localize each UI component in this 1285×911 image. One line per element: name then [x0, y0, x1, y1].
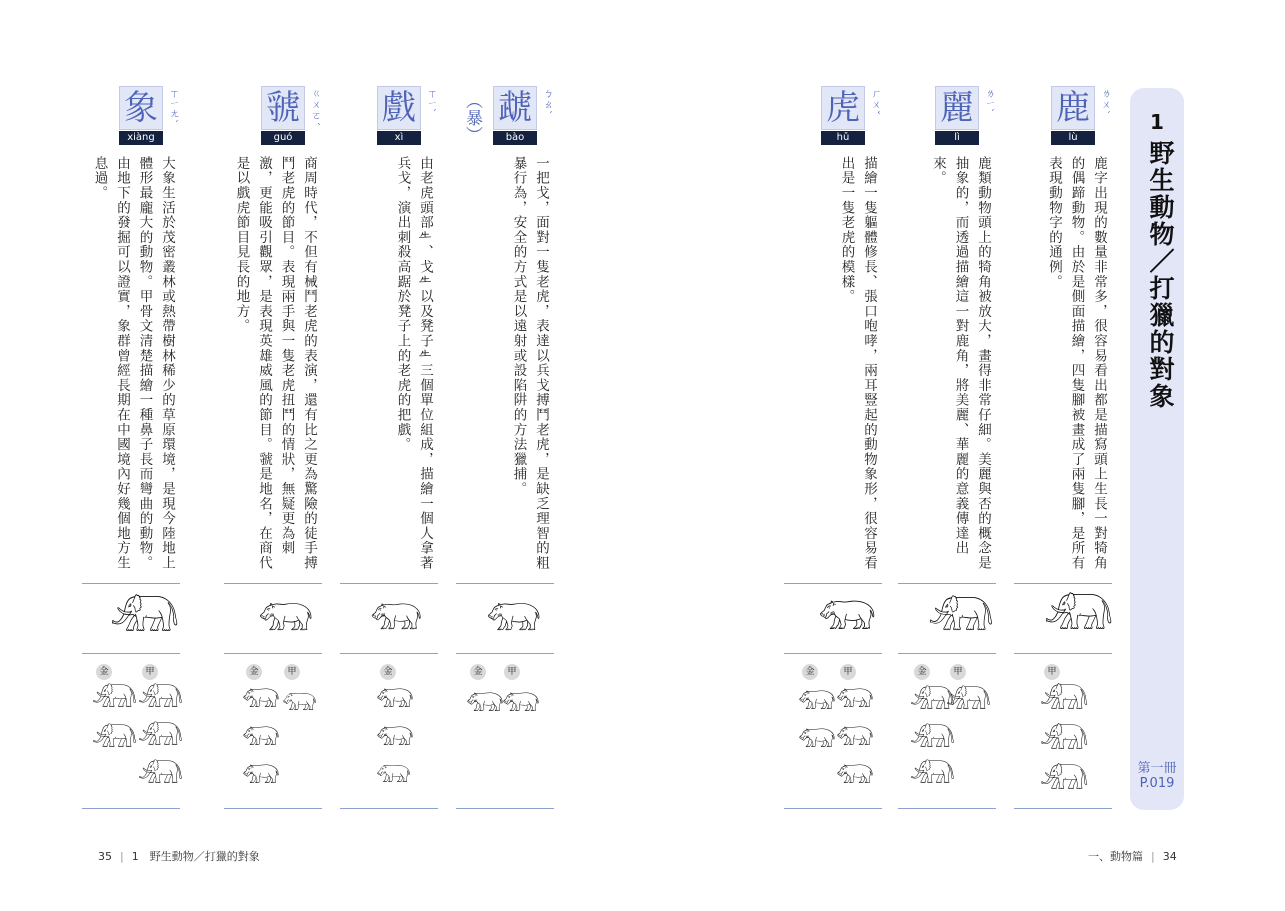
bronze-glyph: 𓃰 — [92, 724, 137, 754]
oracle-glyph-tiger: 𓃯 — [818, 593, 877, 639]
divider — [340, 583, 438, 584]
pinyin: xiàng — [119, 131, 163, 145]
zhuyin: ㄒㄧˋ — [425, 88, 436, 114]
divider — [340, 808, 438, 809]
oracle-glyph: 𓃰 — [946, 686, 991, 716]
head-character: 鹿 — [1051, 86, 1095, 130]
divider — [898, 583, 996, 584]
bronze-glyph: 𓃯 — [376, 684, 414, 714]
chapter-sidebar — [1130, 88, 1184, 810]
entry-text: 鹿類動物頭上的犄角被放大，畫得非常仔細。美麗與否的概念是抽象的，而透過描繪這一對鹿角，將美麗、華麗的意義傳達出來。 — [930, 156, 991, 571]
divider — [784, 653, 882, 654]
oracle-glyph: 𓃯 — [502, 688, 540, 718]
pinyin: bào — [493, 131, 537, 145]
head-character: 象 — [119, 86, 163, 130]
bronze-glyph: 𓃯 — [376, 722, 414, 752]
bronze-glyph: 𓃯 — [376, 760, 411, 788]
oracle-glyph: 𓃰 — [138, 760, 183, 790]
divider — [82, 653, 180, 654]
pinyin: lì — [935, 131, 979, 145]
badge-oracle: 甲 — [1044, 664, 1060, 680]
footer-left — [98, 848, 260, 864]
divider — [224, 808, 322, 809]
divider — [784, 808, 882, 809]
page-number-right: 34 — [1162, 850, 1177, 863]
bronze-glyph: 𓃯 — [242, 684, 280, 714]
entry-text: 描繪一隻軀體修長、張口咆哮，兩耳豎起的動物象形，很容易看出是一隻老虎的模樣。 — [838, 156, 877, 571]
badge-bronze: 金 — [96, 664, 112, 680]
volume-reference — [1130, 761, 1184, 791]
divider — [1014, 583, 1112, 584]
entry-bao — [456, 86, 554, 816]
pinyin: guó — [261, 131, 305, 145]
pinyin: lù — [1051, 131, 1095, 145]
running-title-left: 1 野生動物／打獵的對象 — [131, 850, 260, 863]
chapter-title: 野生動物／打獵的對象 — [1146, 140, 1175, 410]
divider — [456, 583, 554, 584]
badge-bronze: 金 — [914, 664, 930, 680]
bronze-glyph: 𓃰 — [910, 686, 955, 716]
divider — [1014, 808, 1112, 809]
bronze-glyph: 𓃯 — [798, 686, 836, 716]
entry-guo — [224, 86, 322, 816]
head-character: 麗 — [935, 86, 979, 130]
chapter-number: 1 — [1150, 110, 1164, 134]
head-character: 虣 — [493, 86, 537, 130]
badge-oracle: 甲 — [840, 664, 856, 680]
entry-text: 鹿字出現的數量非常多，很容易看出都是描寫頭上生長一對犄角的偶蹄動物。由於是側面描繪，四隻腳被畫成了兩隻腳，是所有表現動物字的通例。 — [1046, 156, 1107, 571]
oracle-glyph-li: 𓃰 — [928, 595, 994, 639]
bronze-glyph: 𓃯 — [242, 760, 280, 790]
variant-character: （暴） — [462, 92, 482, 143]
badge-oracle: 甲 — [504, 664, 520, 680]
bronze-glyph: 𓃯 — [466, 688, 504, 718]
divider — [224, 583, 322, 584]
bronze-glyph: 𓃰 — [910, 760, 955, 790]
entry-xiang — [82, 86, 183, 816]
divider — [340, 653, 438, 654]
divider — [224, 653, 322, 654]
entry-text: 商周時代，不但有械鬥老虎的表演，還有比之更為驚險的徒手搏鬥老虎的節目。表現兩手與一隻老虎扭鬥的情狀，無疑更為刺激，更能吸引觀眾，是表現英雄威風的節目。虢是地名，在商代是以戲虎節目見長的地方。 — [233, 156, 317, 571]
oracle-glyph: 𓃯 — [836, 760, 874, 790]
oracle-glyph: 𓃰 — [1040, 763, 1089, 796]
running-title-right: 一、動物篇 — [1088, 850, 1143, 863]
zhuyin: ㄒㄧㄤˋ — [167, 88, 178, 125]
bronze-glyph: 𓃯 — [242, 722, 280, 752]
entry-text: 大象生活於茂密叢林或熱帶樹林稀少的草原環境，是現今陸地上體形最龐大的動物。甲骨文清楚描繪一種鼻子長而彎曲的動物。由地下的發掘可以證實，象群曾經長期在中國境內好幾個地方生息過。 — [91, 156, 175, 571]
oracle-glyph: 𓃰 — [138, 684, 183, 714]
zhuyin: ㄍㄨㄛˊ — [309, 88, 320, 127]
divider — [456, 653, 554, 654]
volume-page: P.019 — [1139, 776, 1175, 791]
bronze-glyph: 𓃰 — [910, 724, 955, 754]
divider — [898, 653, 996, 654]
bronze-glyph-xi: 𓃯 — [370, 597, 423, 638]
divider — [898, 808, 996, 809]
footer-right — [1088, 848, 1177, 864]
oracle-glyph: 𓃯 — [836, 722, 874, 752]
badge-bronze: 金 — [246, 664, 262, 680]
zhuyin: ㄌㄨˋ — [1099, 88, 1110, 116]
head-character: 戲 — [377, 86, 421, 130]
zhuyin: ㄅㄠˋ — [541, 88, 552, 116]
oracle-glyph: 𓃰 — [138, 722, 183, 752]
badge-oracle: 甲 — [142, 664, 158, 680]
oracle-glyph: 𓃰 — [1040, 723, 1089, 756]
badge-bronze: 金 — [380, 664, 396, 680]
zhuyin: ㄌㄧˋ — [983, 88, 994, 114]
bronze-glyph: 𓃰 — [92, 684, 137, 714]
pinyin: hǔ — [821, 131, 865, 145]
divider — [82, 583, 180, 584]
divider — [82, 808, 180, 809]
bronze-glyph: 𓃯 — [798, 724, 836, 754]
page-number-left: 35 — [98, 850, 112, 863]
entry-text: 由老虎頭部𠂒、戈𠂒以及凳子𠂒三個單位組成，描繪一個人拿著兵戈，演出刺殺高踞於凳子上的老虎的把戲。 — [394, 156, 433, 571]
oracle-glyph-tiger-fight: 𓃯 — [258, 595, 314, 639]
volume-label: 第一冊 — [1137, 761, 1177, 776]
divider — [784, 583, 882, 584]
footer-separator: | — [120, 850, 124, 863]
footer-separator: | — [1151, 850, 1155, 863]
divider — [1014, 653, 1112, 654]
head-character: 虎 — [821, 86, 865, 130]
pinyin: xì — [377, 131, 421, 145]
entry-lu — [1014, 86, 1112, 816]
divider — [456, 808, 554, 809]
badge-bronze: 金 — [802, 664, 818, 680]
oracle-glyph-deer: 𓃰 — [1044, 593, 1114, 639]
oracle-glyph: 𓃯 — [282, 688, 317, 716]
badge-oracle: 甲 — [950, 664, 966, 680]
badge-bronze: 金 — [470, 664, 486, 680]
oracle-glyph-bao: 𓃯 — [486, 595, 542, 639]
badge-oracle: 甲 — [284, 664, 300, 680]
entry-li — [898, 86, 996, 816]
entry-hu — [784, 86, 882, 816]
oracle-glyph: 𓃯 — [836, 684, 874, 714]
zhuyin: ㄏㄨˇ — [869, 88, 880, 116]
oracle-glyph-elephant: 𓃰 — [110, 595, 180, 641]
oracle-glyph: 𓃰 — [1040, 683, 1089, 716]
head-character: 虢 — [261, 86, 305, 130]
entry-text: 一把戈，面對一隻老虎，表達以兵戈搏鬥老虎，是缺乏理智的粗暴行為，安全的方式是以遠射或設陷阱的方法獵捕。 — [510, 156, 549, 571]
entry-xi — [340, 86, 438, 816]
